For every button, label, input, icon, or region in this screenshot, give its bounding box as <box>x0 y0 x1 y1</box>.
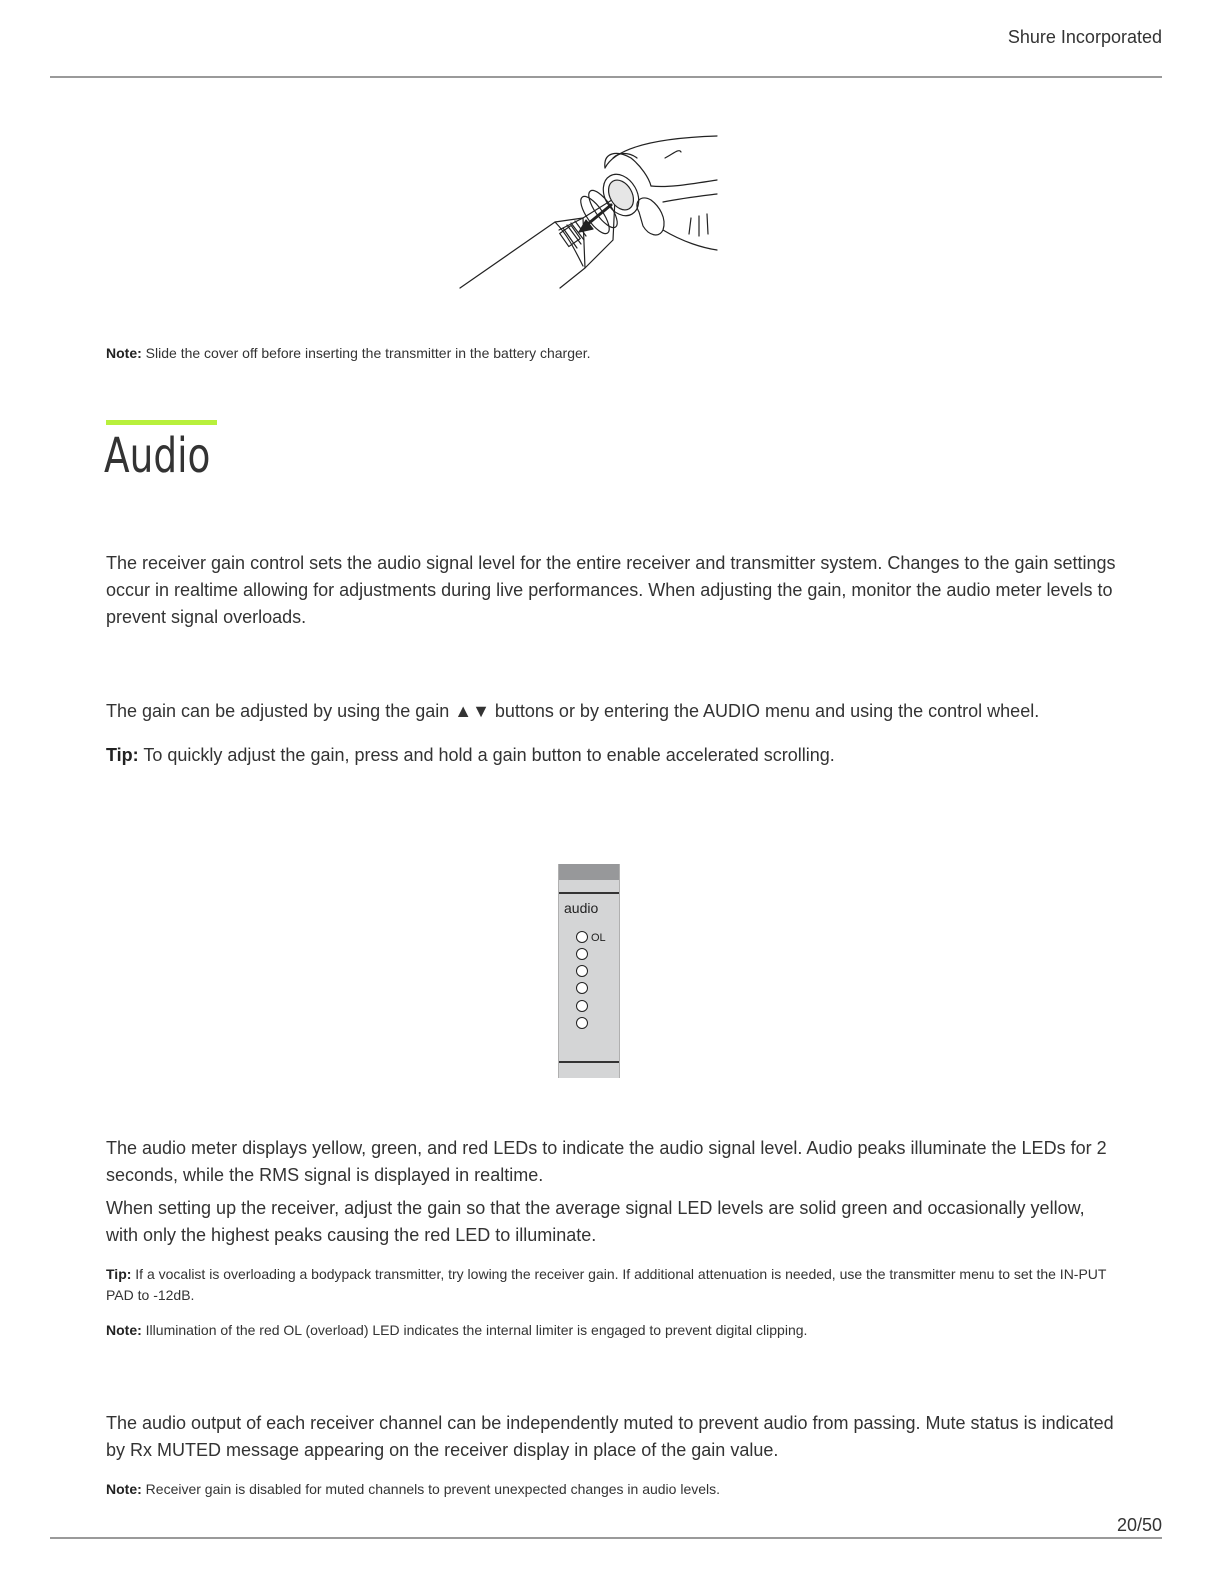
note-cover <box>106 343 1116 364</box>
tip-text: To quickly adjust the gain, press and hold a gain button to enable accelerated scrolling. <box>143 745 835 765</box>
footer-divider <box>50 1537 1162 1539</box>
note-label: Note: <box>106 1481 142 1497</box>
section-title: Audio <box>104 428 211 484</box>
meter-top-cap <box>559 864 619 880</box>
paragraph-gain-setup: When setting up the receiver, adjust the gain so that the average signal LED levels are solid green and occasionally yellow, with only the highest peaks causing the red LED to illuminate. <box>106 1198 1085 1245</box>
cover-removal-illustration <box>455 130 725 292</box>
note-overload <box>106 1320 1116 1341</box>
note-text: Illumination of the red OL (overload) LED indicates the internal limiter is engaged to prevent digital clipping. <box>145 1322 808 1338</box>
tip-text: If a vocalist is overloading a bodypack transmitter, try lowing the receiver gain. If additional attenuation is needed, use the transmitter menu to set the IN-PUT PAD to -12dB. <box>106 1266 1107 1303</box>
page-number: 20/50 <box>1116 1515 1162 1535</box>
tip-label: Tip: <box>106 745 139 765</box>
header-divider <box>50 76 1162 78</box>
note-label: Note: <box>106 1322 142 1338</box>
note-text: Receiver gain is disabled for muted channels to prevent unexpected changes in audio levels. <box>145 1481 721 1497</box>
led-ol <box>576 931 588 943</box>
tip-accelerated-scrolling <box>106 742 1116 769</box>
led-5 <box>576 948 588 960</box>
section-accent-bar <box>106 420 217 425</box>
paragraph-mute: The audio output of each receiver channel can be independently muted to prevent audio from passing. Mute status is indicated by Rx MUTED message appearing on the receiver display in place of the gain value. <box>106 1413 1114 1460</box>
paragraph-gain-adjust: The gain can be adjusted by using the gain ▲▼ buttons or by entering the AUDIO menu and using the control wheel. <box>106 701 1040 721</box>
paragraph-meter-leds: The audio meter displays yellow, green, and red LEDs to indicate the audio signal level. Audio peaks illuminate the LEDs for 2 seconds, while the RMS signal is displayed in realtime. <box>106 1138 1107 1185</box>
meter-label: audio <box>564 900 599 916</box>
note-text: Slide the cover off before inserting the transmitter in the battery charger. <box>145 345 591 361</box>
header-company: Shure Incorporated <box>1007 27 1162 47</box>
audio-meter-figure <box>558 864 620 1078</box>
led-1 <box>576 1017 588 1029</box>
note-label: Note: <box>106 345 142 361</box>
led-3 <box>576 982 588 994</box>
note-muted-gain <box>106 1479 1116 1500</box>
paragraph-gain-control: The receiver gain control sets the audio signal level for the entire receiver and transmitter system. Changes to the gain settings occur in realtime allowing for adjustments during live performances. When adjusting the gain, monitor the audio meter levels to prevent signal overloads. <box>106 553 1116 627</box>
meter-top-line <box>559 892 619 894</box>
ol-label: OL <box>591 932 606 944</box>
tip-vocalist <box>106 1264 1116 1306</box>
tip-label: Tip: <box>106 1266 132 1282</box>
led-2 <box>576 1000 588 1012</box>
led-4 <box>576 965 588 977</box>
meter-bottom-line <box>559 1061 619 1063</box>
